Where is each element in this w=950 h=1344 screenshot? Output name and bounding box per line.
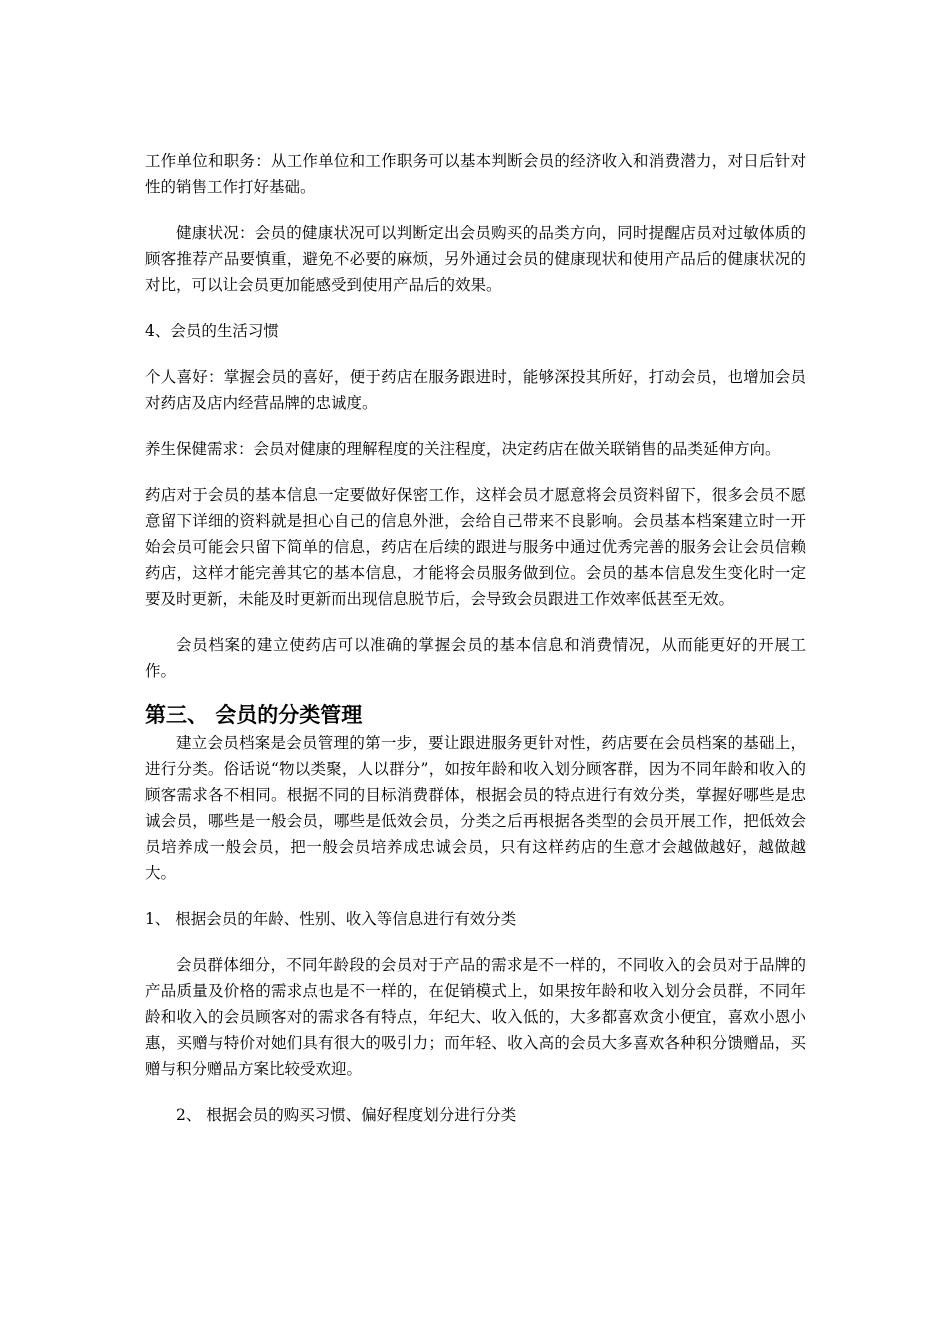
paragraph-health-needs: 养生保健需求：会员对健康的理解程度的关注程度，决定药店在做关联销售的品类延伸方向。 bbox=[145, 440, 781, 458]
paragraph-personal-preference: 个人喜好：掌握会员的喜好，便于药店在服务跟进时，能够深投其所好，打动会员，也增加会员对药店及店内经营品牌的忠诚度。 bbox=[145, 368, 806, 412]
paragraph-archive-summary: 会员档案的建立使药店可以准确的掌握会员的基本信息和消费情况，从而能更好的开展工作。 bbox=[145, 636, 806, 680]
subsection-title-purchase-habits: 2、 根据会员的购买习惯、偏好程度划分进行分类 bbox=[176, 1106, 517, 1124]
paragraph-health-status: 健康状况：会员的健康状况可以判断定出会员购买的品类方向，同时提醒店员对过敏体质的顾客推荐产品要慎重，避免不必要的麻烦，另外通过会员的健康现状和使用产品后的健康状况的对比，可以让会员更加能感受到使用产品后的效果。 bbox=[145, 224, 806, 294]
paragraph-work-unit: 工作单位和职务：从工作单位和工作职务可以基本判断会员的经济收入和消费潜力，对日后针对性的销售工作打好基础。 bbox=[145, 152, 806, 196]
section-title-lifestyle: 4、会员的生活习惯 bbox=[145, 322, 279, 340]
paragraph-classification-intro: 建立会员档案是会员管理的第一步，要让跟进服务更针对性，药店要在会员档案的基础上，进行分类。俗话说“物以类聚，人以群分”，如按年龄和收入划分顾客群，因为不同年龄和收入的顾客需求各不相同。根据不同的目标消费群体，根据会员的特点进行有效分类，掌握好哪些是忠诚会员，哪些是一般会员，哪些是低效会员，分类之后再根据各类型的会员开展工作，把低效会员培养成一般会员，把一般会员培养成忠诚会员，只有这样药店的生意才会越做越好，越做越大。 bbox=[145, 734, 806, 882]
document-page bbox=[145, 148, 806, 1128]
paragraph-segmentation: 会员群体细分，不同年龄段的会员对于产品的需求是不一样的，不同收入的会员对于品牌的产品质量及价格的需求点也是不一样的，在促销模式上，如果按年龄和收入划分会员群，不同年龄和收入的会员顾客对的需求各有特点，年纪大、收入低的，大多都喜欢贪小便宜，喜欢小恩小惠，买赠与特价对她们具有很大的吸引力；而年轻、收入高的会员大多喜欢各种积分馈赠品，买赠与积分赠品方案比较受欢迎。 bbox=[145, 956, 806, 1078]
section-heading-classification: 第三、 会员的分类管理 bbox=[145, 703, 363, 727]
subsection-title-age-gender-income: 1、 根据会员的年龄、性别、收入等信息进行有效分类 bbox=[145, 910, 517, 928]
paragraph-confidentiality: 药店对于会员的基本信息一定要做好保密工作，这样会员才愿意将会员资料留下，很多会员不愿意留下详细的资料就是担心自己的信息外泄，会给自己带来不良影响。会员基本档案建立时一开始会员可能会只留下简单的信息，药店在后续的跟进与服务中通过优秀完善的服务会让会员信赖药店，这样才能完善其它的基本信息，才能将会员服务做到位。会员的基本信息发生变化时一定要及时更新，未能及时更新而出现信息脱节后，会导致会员跟进工作效率低甚至无效。 bbox=[145, 486, 806, 608]
